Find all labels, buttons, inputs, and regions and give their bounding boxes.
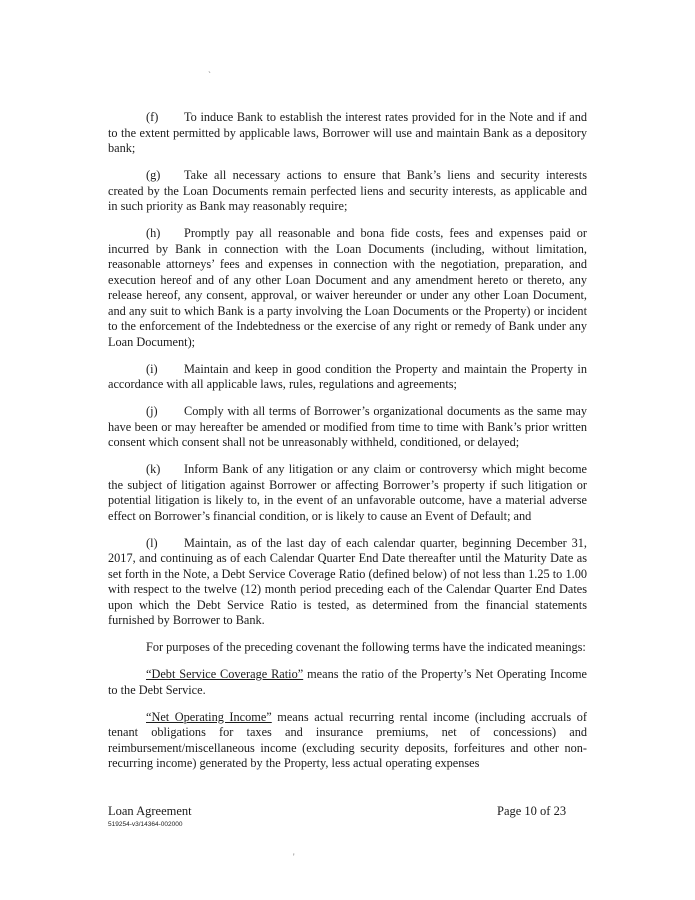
paragraph-i <box>108 362 587 393</box>
paragraph-label: (g) <box>146 168 161 182</box>
paragraph-text: Promptly pay all reasonable and bona fide costs, fees and expenses paid or incurred by Bank in connection with the Loan Documents (including, without limitation, reasonable attorneys’ fees and expenses in connection with the negotiation, preparation, and execution hereof and of any other Loan Document and any amendment hereto or thereto, any release hereof, any consent, approval, or waiver hereunder or under any other Loan Document, and any suit to which Bank is a party involving the Loan Documents or the Property) or incident to the enforcement of the Indebtedness or the exercise of any right or remedy of Bank under any Loan Document); <box>108 226 587 349</box>
paragraph-l <box>108 536 587 629</box>
paragraph-label: (h) <box>146 226 161 240</box>
page-number: Page 10 of 23 <box>497 804 567 818</box>
paragraph-text: Take all necessary actions to ensure that Bank’s liens and security interests created by the Loan Documents remain perfected liens and security interests, as applicable and in such priority as Bank may reasonably require; <box>108 168 587 213</box>
paragraph-label: (i) <box>146 361 158 376</box>
footer <box>108 804 192 828</box>
paragraph-h <box>108 226 587 350</box>
paragraph-g <box>108 168 587 215</box>
definition-text: means actual recurring rental income (including accruals of tenant obligations for taxes and insurance premiums, net of concessions) and reimbursement/miscellaneous income (excluding security deposits, forfeitures and other non-recurring income) generated by the Property, less actual operating expenses <box>108 709 587 770</box>
paragraph-label: (f) <box>146 110 159 124</box>
definitions-preamble: For purposes of the preceding covenant the following terms have the indicated meanings: <box>146 640 586 654</box>
paragraph-text: Inform Bank of any litigation or any claim or controversy which might become the subject of litigation against Borrower or affecting Borrower’s property if such litigation or potential litigation is likely to, in the event of an unfavorable outcome, have a material adverse effect on Borrower’s financial condition, or is likely to cause an Event of Default; and <box>108 462 587 523</box>
paragraph-f <box>108 110 587 157</box>
paragraph-text: Maintain, as of the last day of each calendar quarter, beginning December 31, 2017, and continuing as of each Calendar Quarter End Date thereafter until the Maturity Date as set forth in the Note, a Debt Service Coverage Ratio (defined below) of not less than 1.25 to 1.00 with respect to the twelve (12) month period preceding each of the Calendar Quarter End Dates upon which the Debt Service Ratio is tested, as determined from the financial statements furnished by Borrower to Bank. <box>108 535 587 627</box>
definition-net-operating-income <box>108 710 587 772</box>
paragraph-text: To induce Bank to establish the interest rates provided for in the Note and if and to the extent permitted by applicable laws, Borrower will use and maintain Bank as a depository bank; <box>108 110 587 155</box>
definition-term: “Debt Service Coverage Ratio” <box>146 667 304 681</box>
paragraph-text: Maintain and keep in good condition the Property and maintain the Property in accordance with all applicable laws, rules, regulations and agreements; <box>108 361 587 391</box>
definition-text: means the ratio of the Property’s Net Operating Income to the Debt Service. <box>108 667 587 697</box>
document-body <box>108 110 587 783</box>
scan-speck-top: ` <box>208 70 211 80</box>
scan-speck-bottom: ' <box>293 852 295 862</box>
paragraph-j <box>108 404 587 451</box>
definition-debt-service-coverage-ratio <box>108 667 587 698</box>
paragraph-k <box>108 462 587 524</box>
footer-title: Loan Agreement <box>108 804 192 818</box>
footer-doc-id: 519254-v3/14364-002000 <box>108 821 183 828</box>
paragraph-text: Comply with all terms of Borrower’s organizational documents as the same may have been or may hereafter be amended or modified from time to time with Bank’s prior written consent which consent shall not be unreasonably withheld, conditioned, or delayed; <box>108 404 587 449</box>
paragraph-label: (l) <box>146 535 158 550</box>
paragraph-label: (k) <box>146 462 161 476</box>
paragraph-label: (j) <box>146 404 158 418</box>
definition-term: “Net Operating Income” <box>146 709 272 724</box>
